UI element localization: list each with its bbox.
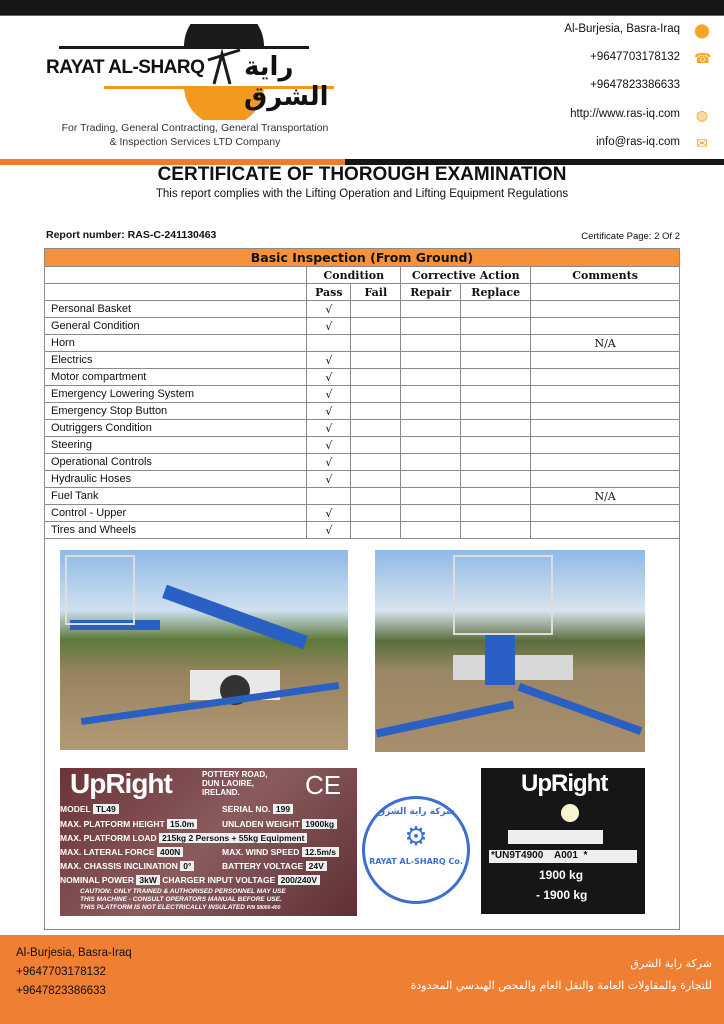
repair-cell [401,403,461,420]
fail-cell [351,318,401,335]
pass-header: Pass [307,284,351,301]
pass-cell: √ [307,369,351,386]
fail-header: Fail [351,284,401,301]
item-name: Steering [45,437,307,454]
charger-value: 200/240V [278,875,320,885]
fail-cell [351,437,401,454]
table-row [45,335,680,352]
plate-address-line: IRELAND. [202,788,240,797]
comment-cell [531,301,680,318]
footer-company-ar: شركة راية الشرق [630,957,712,970]
comment-cell [531,352,680,369]
item-name: Fuel Tank [45,488,307,505]
comment-cell [531,471,680,488]
repair-cell [401,437,461,454]
pass-cell: √ [307,454,351,471]
repair-cell [401,386,461,403]
table-row [45,471,680,488]
repair-cell [401,369,461,386]
weight-value: 1900kg [302,819,337,829]
replace-cell [461,386,531,403]
comment-cell: N/A [531,335,680,352]
stamp-text-ar: شركة راية الشرق [377,807,455,817]
fail-cell [351,301,401,318]
replace-cell [461,369,531,386]
comment-cell [531,505,680,522]
height-value: 15.0m [167,819,197,829]
company-logo [44,24,344,120]
pass-cell [307,335,351,352]
phone-icon: ☎ [694,51,712,67]
comment-cell [531,403,680,420]
fail-cell [351,386,401,403]
load-value: 215kg 2 Persons + 55kg Equipment [159,833,307,843]
replace-cell [461,403,531,420]
plate2-weight-1: 1900 kg [539,868,584,882]
plate2-code: *UN9T4900 A001 * [489,850,637,863]
comment-cell [531,420,680,437]
pass-cell: √ [307,318,351,335]
table-row [45,505,680,522]
pass-cell: √ [307,505,351,522]
contact-phone-1: +9647703178132 [590,51,680,63]
fail-cell [351,420,401,437]
replace-cell [461,437,531,454]
lateral-value: 400N [157,847,183,857]
inspection-table [44,248,680,539]
item-name: Emergency Lowering System [45,386,307,403]
footer-phone-2: +9647823386633 [16,985,106,997]
comment-cell [531,318,680,335]
comment-cell [531,437,680,454]
repair-cell [401,488,461,505]
inclination-value: 0° [180,861,194,871]
plate2-brand: UpRight [521,770,608,797]
item-name: Electrics [45,352,307,369]
pass-cell: √ [307,437,351,454]
table-row [45,369,680,386]
pass-cell: √ [307,386,351,403]
fail-cell [351,403,401,420]
footer-company-desc-ar: للتجارة والمقاولات العامة والنقل العام والفحص الهندسي المحدودة [410,979,712,992]
table-row [45,386,680,403]
replace-cell [461,471,531,488]
repair-cell [401,454,461,471]
comment-cell [531,454,680,471]
caution-line: THIS MACHINE - CONSULT OPERATORS MANUAL BEFORE USE. [80,896,282,903]
item-name: Control - Upper [45,505,307,522]
equipment-photo-rear [375,550,645,752]
pass-cell: √ [307,471,351,488]
equipment-photo-side [60,550,348,750]
pass-cell: √ [307,352,351,369]
repair-cell [401,318,461,335]
part-number: P/N 58000-400 [246,905,281,911]
ce-mark: CE [305,770,342,800]
caution-line: CAUTION: ONLY TRAINED & AUTHORISED PERSONNEL MAY USE [80,888,286,895]
replace-cell [461,488,531,505]
replace-cell [461,318,531,335]
fail-cell [351,471,401,488]
repair-cell [401,301,461,318]
table-row [45,488,680,505]
item-name: Emergency Stop Button [45,403,307,420]
item-name: Operational Controls [45,454,307,471]
fail-cell [351,488,401,505]
replace-cell [461,420,531,437]
replace-header: Replace [461,284,531,301]
fail-cell [351,352,401,369]
replace-cell [461,301,531,318]
repair-cell [401,471,461,488]
equipment-data-plate: UpRight POTTERY ROAD, DUN LAOIRE, IRELAND. CE MODEL TL49 SERIAL NO. 199 MAX. PLATFORM HEIGHT 15.0m UNLADEN WEIGHT 1900kg MAX. PLATFORM LOAD 215kg 2 Persons + 55kg Equipment MAX. LATERAL FORCE 400N MAX. WIND SPEED 12.5m/s MAX. CHASSIS INCLINATION 0° BATTERY VOLTAGE 24V NOMINAL POWER 3kW CHARGER INPUT VOLTAGE 200/240V CAUTION: ONLY TRAINED & AUTHORISED PERSONNEL MAY USE THIS MACHINE - CONSULT OPERATORS MANUAL BEFORE USE. THIS PLATFORM IS NOT ELECTRICALLY INSULATED P/N 58000-400 [60,768,357,916]
report-number: Report number: RAS-C-241130463 [46,229,217,241]
item-name: Hydraulic Hoses [45,471,307,488]
comment-cell: N/A [531,488,680,505]
repair-cell [401,420,461,437]
fail-cell [351,335,401,352]
pass-cell [307,488,351,505]
repair-header: Repair [401,284,461,301]
plate2-weight-2: - 1900 kg [536,888,588,902]
table-row [45,403,680,420]
table-row [45,352,680,369]
repair-cell [401,505,461,522]
repair-cell [401,335,461,352]
contact-website[interactable]: http://www.ras-iq.com [570,108,680,120]
table-row [45,301,680,318]
plate-brand: UpRight [70,768,172,799]
table-row [45,420,680,437]
corrective-action-header: Corrective Action [401,267,531,284]
plate-address-line: DUN LAOIRE, [202,779,254,788]
replace-cell [461,454,531,471]
pass-cell: √ [307,522,351,539]
logo-text-en: RAYAT AL-SHARQ [46,57,205,78]
location-pin-icon: ⬤ [694,23,710,39]
serial-value: 199 [273,804,293,814]
stamp-text-en: RAYAT AL-SHARQ Co. [369,857,463,866]
power-value: 3kW [136,875,159,885]
item-name: Personal Basket [45,301,307,318]
table-row [45,437,680,454]
item-name: General Condition [45,318,307,335]
item-name: Tires and Wheels [45,522,307,539]
item-name: Horn [45,335,307,352]
pass-cell: √ [307,301,351,318]
tagline-line-1: For Trading, General Contracting, General Transportation [61,122,329,134]
footer-address: Al-Burjesia, Basra-Iraq [16,947,132,959]
page-subtitle: This report complies with the Lifting Operation and Lifting Equipment Regulations [155,188,569,200]
serial-plate [481,768,645,914]
footer [0,935,724,1024]
company-stamp: شركة راية الشرق ⚙ RAYAT AL-SHARQ Co. [362,796,470,904]
model-value: TL49 [93,804,119,814]
condition-header: Condition [307,267,401,284]
contact-email[interactable]: info@ras-iq.com [596,136,680,148]
page-title: CERTIFICATE OF THOROUGH EXAMINATION [157,164,567,185]
plate-address-line: POTTERY ROAD, [202,770,268,779]
tagline-line-2: & Inspection Services LTD Company [109,136,281,148]
replace-cell [461,335,531,352]
wind-value: 12.5m/s [302,847,339,857]
logo-text-ar: راية الشرق [244,52,329,112]
envelope-icon: ✉ [696,136,708,152]
replace-cell [461,505,531,522]
repair-cell [401,352,461,369]
fail-cell [351,454,401,471]
comment-cell [531,369,680,386]
item-name: Motor compartment [45,369,307,386]
pass-cell: √ [307,403,351,420]
top-bar [0,0,724,16]
comment-cell [531,386,680,403]
battery-value: 24V [306,861,327,871]
fail-cell [351,505,401,522]
contact-phone-2: +9647823386633 [590,79,680,91]
comments-header: Comments [531,267,680,284]
caution-line: THIS PLATFORM IS NOT ELECTRICALLY INSULATED [80,904,245,911]
table-row [45,318,680,335]
table-row [45,454,680,471]
pass-cell: √ [307,420,351,437]
replace-cell [461,352,531,369]
footer-phone-1: +9647703178132 [16,966,106,978]
globe-icon: ◍ [695,108,709,124]
table-title: Basic Inspection (From Ground) [45,249,680,267]
contact-address: Al-Burjesia, Basra-Iraq [564,23,680,35]
certificate-page: Certificate Page: 2 Of 2 [581,231,680,242]
fail-cell [351,369,401,386]
item-name: Outriggers Condition [45,420,307,437]
